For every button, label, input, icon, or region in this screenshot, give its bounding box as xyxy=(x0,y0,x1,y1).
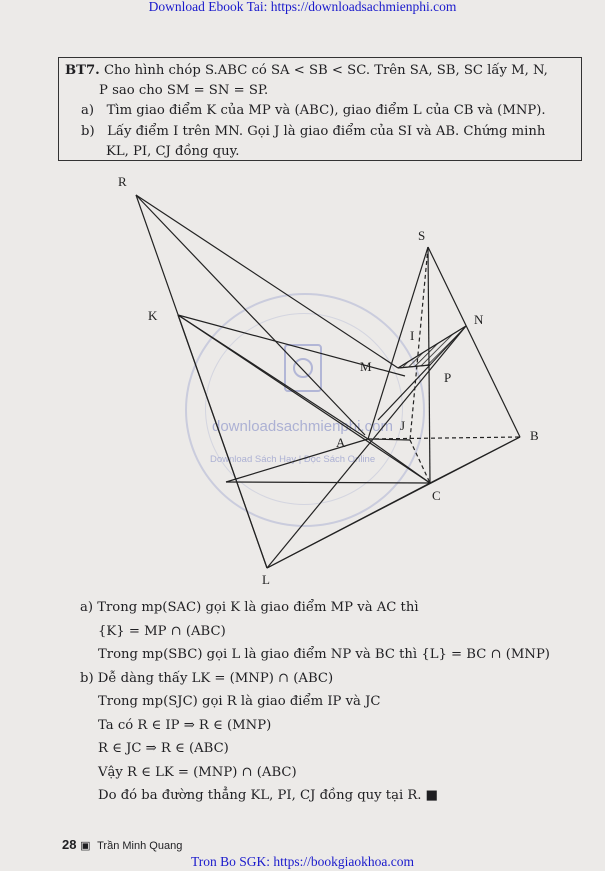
hatched-triangle xyxy=(398,326,466,368)
point-A-label: A xyxy=(336,435,346,450)
watermark-text: downloadsachmienphi.com xyxy=(212,418,393,435)
part-b-line-2: KL, PI, CJ đồng quy. xyxy=(106,144,240,159)
solution-line-1: a) Trong mp(SAC) gọi K là giao điểm MP và AC thì xyxy=(80,600,419,615)
point-P-label: P xyxy=(444,370,452,385)
solution-line-5: Trong mp(SJC) gọi R là giao điểm IP và JC xyxy=(98,694,381,709)
author-name: Trần Minh Quang xyxy=(97,840,183,852)
point-L-label: L xyxy=(262,572,270,587)
point-R-label: R xyxy=(118,174,127,189)
problem-line-2: P sao cho SM = SN = SP. xyxy=(99,83,269,98)
solution-line-9: Do đó ba đường thẳng KL, PI, CJ đồng quy tại R. ■ xyxy=(98,788,439,803)
solution-line-7: R ∈ JC ⇒ R ∈ (ABC) xyxy=(98,741,229,756)
problem-label: BT7. xyxy=(65,63,100,78)
point-M-label: M xyxy=(360,359,372,374)
point-C-label: C xyxy=(432,488,441,503)
part-a-text: Tìm giao điểm K của MP và (ABC), giao điểm L của CB và (MNP). xyxy=(106,103,546,118)
part-b-text-1: Lấy điểm I trên MN. Gọi J là giao điểm của SI và AB. Chứng minh xyxy=(107,124,546,139)
point-N-label: N xyxy=(474,312,484,327)
solution-line-3: Trong mp(SBC) gọi L là giao điểm NP và BC thì {L} = BC ∩ (MNP) xyxy=(98,647,550,662)
point-B-label: B xyxy=(530,428,539,443)
part-b-label: b) xyxy=(81,124,95,139)
book-icon: ▣ xyxy=(80,840,91,852)
solution-line-8: Vậy R ∈ LK = (MNP) ∩ (ABC) xyxy=(98,765,297,780)
problem-text-1: Cho hình chóp S.ABC có SA < SB < SC. Trên SA, SB, SC lấy M, N, xyxy=(103,63,548,78)
top-download-link[interactable]: Download Ebook Tai: https://downloadsachmienphi.com xyxy=(148,0,457,14)
point-J-label: J xyxy=(400,418,406,433)
solution-line-2: {K} = MP ∩ (ABC) xyxy=(98,624,226,639)
point-K-label: K xyxy=(148,308,158,323)
solution-line-4: b) Dễ dàng thấy LK = (MNP) ∩ (ABC) xyxy=(80,671,334,686)
bottom-sgk-link[interactable]: Tron Bo SGK: https://bookgiaokhoa.com xyxy=(190,854,414,869)
point-S-label: S xyxy=(418,228,426,243)
page-number: 28 xyxy=(62,837,77,852)
solution-line-6: Ta có R ∈ IP ⇒ R ∈ (MNP) xyxy=(98,718,272,733)
watermark-subtext: Download Sách Hay | Đọc Sách Online xyxy=(210,454,376,465)
figure-lines xyxy=(136,195,520,568)
part-a-label: a) xyxy=(81,103,95,118)
point-I-label: I xyxy=(410,328,415,343)
page-footer xyxy=(62,837,182,852)
